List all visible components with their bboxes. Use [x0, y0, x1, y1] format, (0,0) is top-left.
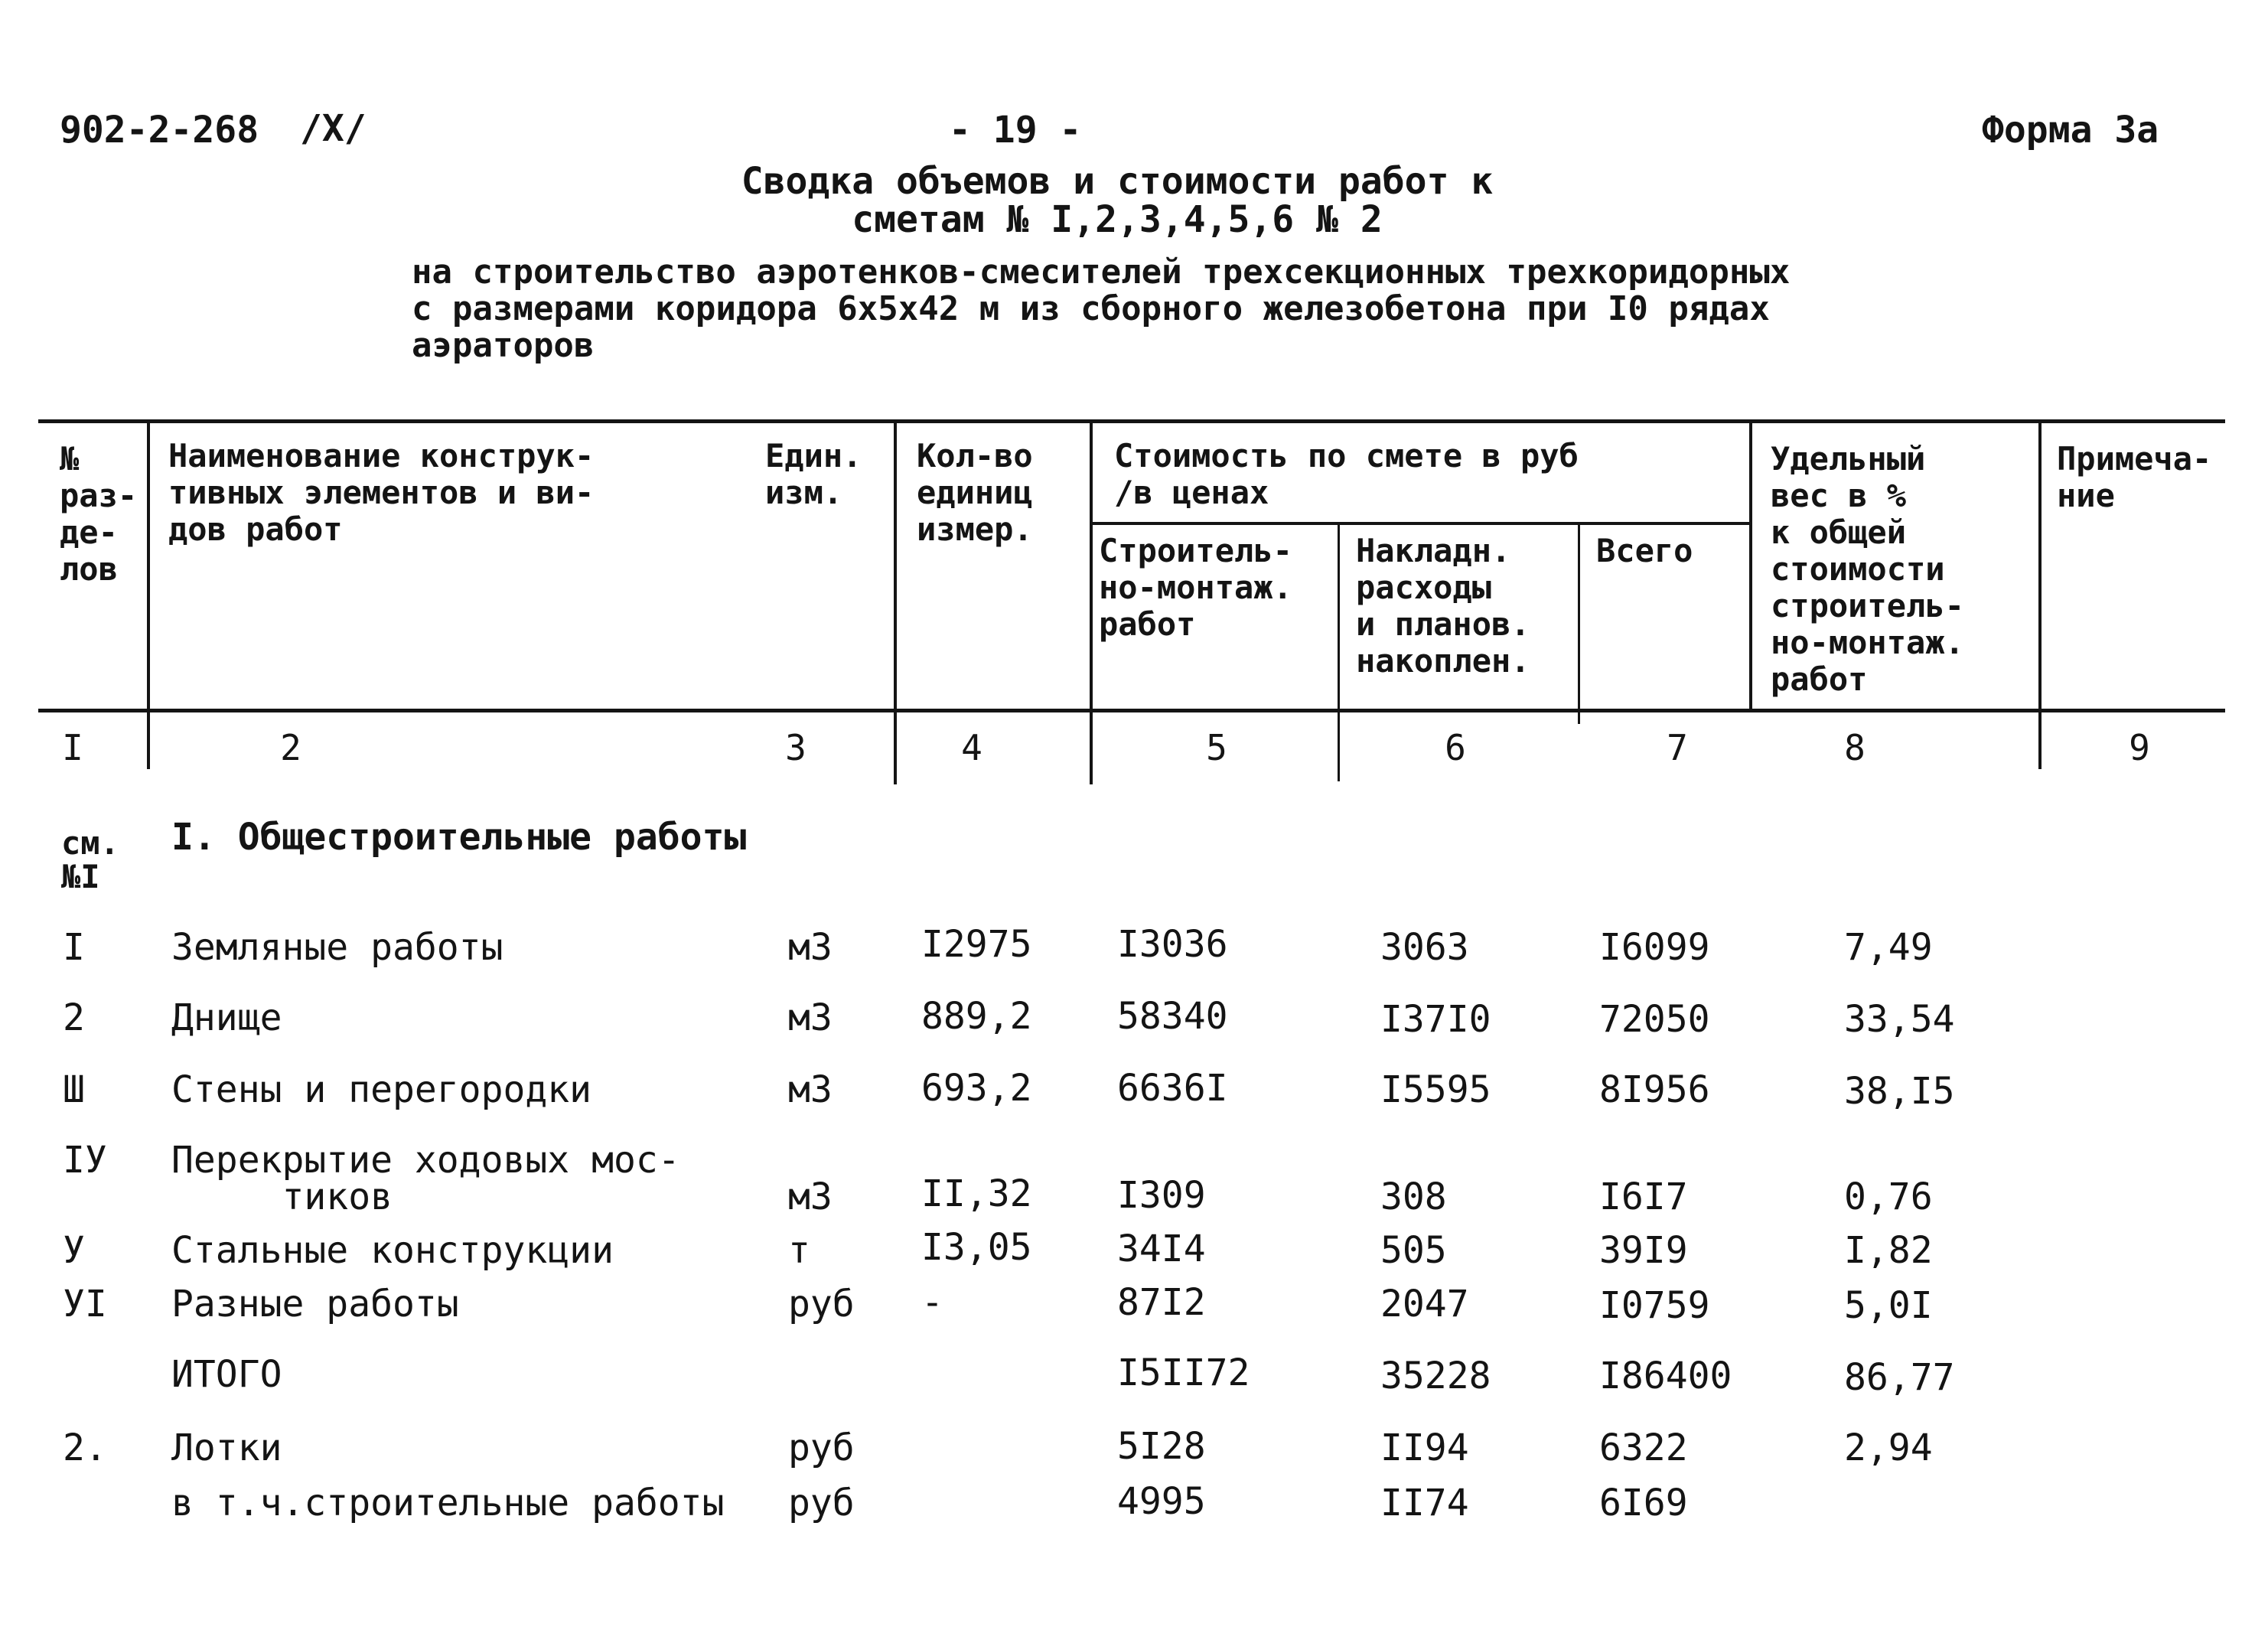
- table-row-name: в т.ч.строительные работы: [171, 1482, 725, 1524]
- header-estimate-cost: Стоимость по смете в руб /в ценах: [1114, 437, 1579, 511]
- table-row-quantity: -: [921, 1281, 943, 1324]
- header-construction-cost: Строитель- но-монтаж. работ: [1099, 532, 1292, 643]
- table-row-total: 72050: [1599, 998, 1710, 1041]
- table-row-share: 86,77: [1844, 1356, 1955, 1399]
- table-row-total: I6I7: [1599, 1175, 1688, 1218]
- header-work-name: Наименование конструк- тивных элементов и ви- дов работ: [168, 437, 595, 548]
- table-row-overhead: 35228: [1380, 1355, 1491, 1397]
- table-row-name: Стены и перегородки: [171, 1068, 592, 1111]
- header-unit: Един. изм.: [765, 437, 862, 511]
- table-row-total: I0759: [1599, 1284, 1710, 1327]
- column-number-2: 2: [280, 727, 301, 768]
- table-row-name: Разные работы: [171, 1283, 459, 1325]
- column-number-3: 3: [785, 727, 807, 768]
- table-row-overhead: 2047: [1380, 1283, 1469, 1325]
- header-overhead: Накладн. расходы и планов. накоплен.: [1356, 532, 1530, 680]
- column-divider-1: [147, 423, 150, 769]
- table-row-construction-cost: 6636I: [1117, 1067, 1228, 1110]
- table-row-unit: руб: [788, 1283, 855, 1325]
- column-divider-8: [2038, 423, 2042, 769]
- subtitle-line-1: на строительство аэротенков-смесителей трехсекционных трехкоридорных: [412, 253, 1791, 292]
- column-divider-6: [1578, 525, 1580, 724]
- table-row-unit: м3: [788, 926, 833, 969]
- table-row-construction-cost: 87I2: [1117, 1281, 1206, 1324]
- table-row-number: У: [63, 1229, 85, 1272]
- table-row-name: Днище: [171, 996, 282, 1039]
- document-part: /X/: [300, 107, 367, 150]
- table-row-construction-cost: 58340: [1117, 995, 1228, 1038]
- table-row-overhead: II74: [1380, 1482, 1469, 1524]
- column-divider-3: [894, 423, 897, 784]
- table-row-unit: руб: [788, 1426, 855, 1469]
- table-row-overhead: 308: [1380, 1175, 1447, 1218]
- title-line-1: Сводка объемов и стоимости работ к: [741, 160, 1494, 203]
- table-row-name: ИТОГО: [171, 1353, 282, 1396]
- table-row-construction-cost: I3036: [1117, 923, 1228, 966]
- column-number-8: 8: [1844, 727, 1866, 768]
- column-number-5: 5: [1206, 727, 1227, 768]
- document-code: 902-2-268: [60, 109, 259, 152]
- table-top-rule: [38, 419, 2225, 423]
- table-row-construction-cost: 34I4: [1117, 1228, 1206, 1270]
- table-row-quantity: 693,2: [921, 1067, 1032, 1110]
- table-row-share: 0,76: [1844, 1175, 1933, 1218]
- column-number-9: 9: [2129, 727, 2150, 768]
- title-line-2: сметам № I,2,3,4,5,6 № 2: [852, 198, 1383, 241]
- table-row-number: УI: [63, 1283, 107, 1325]
- header-share-percent: Удельный вес в % к общей стоимости строитель- но-монтаж. работ: [1771, 440, 1964, 698]
- table-row-overhead: II94: [1380, 1426, 1469, 1469]
- column-number-7: 7: [1667, 727, 1688, 768]
- table-row-quantity: I2975: [921, 923, 1032, 966]
- table-row-total: I86400: [1599, 1355, 1732, 1397]
- column-divider-5: [1338, 525, 1340, 781]
- table-row-quantity: II,32: [921, 1172, 1032, 1215]
- table-header-rule: [38, 709, 2225, 712]
- table-row-unit: м3: [788, 1175, 833, 1218]
- document-subtitle: [412, 254, 1790, 364]
- table-row-overhead: 505: [1380, 1229, 1447, 1272]
- header-quantity: Кол-во единиц измер.: [917, 437, 1033, 548]
- table-row-name: Земляные работы: [171, 926, 503, 969]
- section-reference: см. №I: [61, 824, 119, 895]
- table-row-construction-cost: I309: [1117, 1174, 1206, 1217]
- table-row-name: Перекрытие ходовых мос- тиков: [171, 1139, 680, 1218]
- table-row-unit: м3: [788, 996, 833, 1039]
- table-row-unit: руб: [788, 1482, 855, 1524]
- table-row-number: Ш: [63, 1068, 85, 1111]
- document-title: [582, 162, 1653, 239]
- table-row-number: IУ: [63, 1139, 107, 1182]
- table-row-unit: м3: [788, 1068, 833, 1111]
- table-row-construction-cost: 4995: [1117, 1480, 1206, 1523]
- column-number-1: I: [62, 727, 83, 768]
- table-row-total: I6099: [1599, 926, 1710, 969]
- table-row-overhead: I37I0: [1380, 998, 1491, 1041]
- table-row-share: 7,49: [1844, 926, 1933, 969]
- table-row-quantity: I3,05: [921, 1226, 1032, 1269]
- table-row-overhead: 3063: [1380, 926, 1469, 969]
- table-row-number: I: [63, 926, 85, 969]
- section-title: I. Общестроительные работы: [171, 816, 747, 859]
- page-number: - 19 -: [949, 109, 1082, 152]
- column-number-4: 4: [961, 727, 982, 768]
- table-row-number: 2: [63, 996, 85, 1039]
- table-row-name: Стальные конструкции: [171, 1229, 614, 1272]
- header-total: Всего: [1596, 532, 1693, 569]
- table-row-total: 8I956: [1599, 1068, 1710, 1111]
- table-row-construction-cost: I5II72: [1117, 1351, 1250, 1394]
- column-divider-7: [1749, 423, 1752, 709]
- table-row-overhead: I5595: [1380, 1068, 1491, 1111]
- table-row-quantity: 889,2: [921, 995, 1032, 1038]
- subtitle-line-3: аэраторов: [412, 326, 595, 365]
- table-row-total: 39I9: [1599, 1229, 1688, 1272]
- table-row-total: 6322: [1599, 1426, 1688, 1469]
- table-row-name: Лотки: [171, 1426, 282, 1469]
- header-section-number: № раз- де- лов: [60, 440, 138, 588]
- table-row-number: 2.: [63, 1426, 107, 1469]
- table-row-share: 2,94: [1844, 1426, 1933, 1469]
- cost-subheader-rule: [1093, 522, 1751, 525]
- table-row-share: 38,I5: [1844, 1070, 1955, 1113]
- table-row-unit: т: [788, 1229, 810, 1272]
- table-row-share: 33,54: [1844, 998, 1955, 1041]
- table-row-total: 6I69: [1599, 1482, 1688, 1524]
- subtitle-line-2: с размерами коридора 6х5х42 м из сборного железобетона при I0 рядах: [412, 289, 1770, 328]
- table-row-construction-cost: 5I28: [1117, 1425, 1206, 1468]
- column-divider-4: [1090, 423, 1093, 784]
- form-label: Форма 3а: [1982, 109, 2159, 152]
- table-row-share: I,82: [1844, 1229, 1933, 1272]
- header-note: Примеча- ние: [2057, 440, 2212, 514]
- column-number-6: 6: [1445, 727, 1466, 768]
- table-row-share: 5,0I: [1844, 1284, 1933, 1327]
